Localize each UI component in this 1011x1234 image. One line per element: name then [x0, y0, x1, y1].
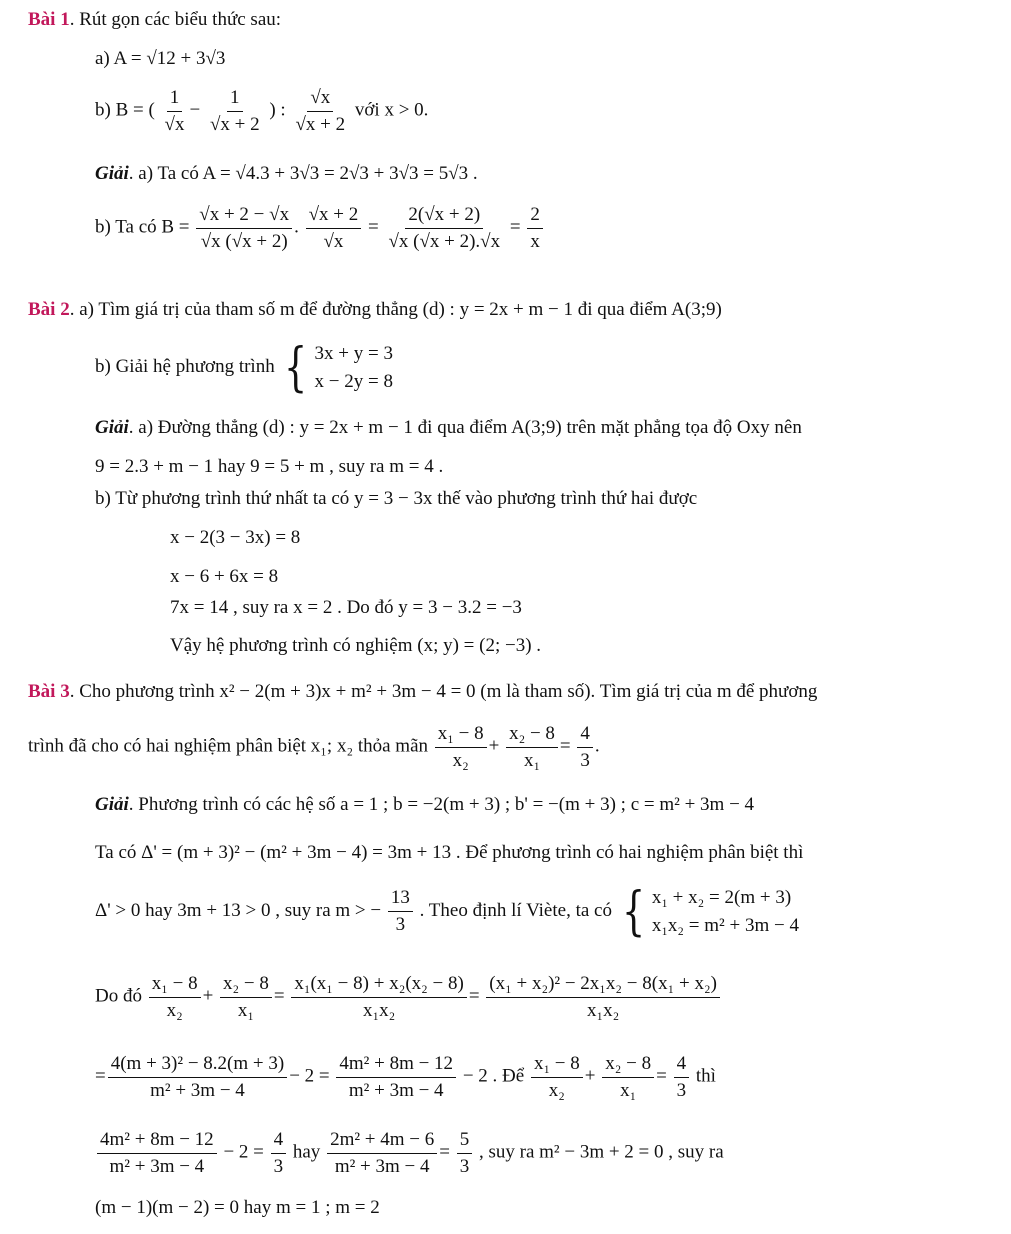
fraction: $\frac{4}{3}$ [271, 1128, 287, 1179]
bai3-question-2: trình đã cho có hai nghiệm phân biệt x₁; x₂ thỏa mãn $\frac{\text{x₁ − 8}}{\text{x₂}}$ + $\frac{\text{x₂ − 8}}{\text{x₁}}$ = $\frac{4}{3}$ . [28, 723, 600, 771]
bai3-solution-3: Δ' > 0 hay 3m + 13 > 0 , suy ra m > − $\frac{13}{3}$ . Theo định lí Viète, ta có { x₁ + x₂ = 2(m + 3) x₁x₂ = m² + 3m − 4 [95, 881, 799, 942]
bai3-solution-5: = $\frac{\text{4(m + 3)² − 8.2(m + 3)}}{\text{m² + 3m − 4}}$ − 2 = $\frac{\text{4m² + 8m − 12}}{\text{m² + 3m − 4}}$ − 2 . Để $\frac{\text{x₁ − 8}}{\text{x₂}}$ + $\frac{\text{x₂ − 8}}{\text{x₁}}$ = $\frac{4}{3}$ thì [95, 1053, 716, 1101]
fraction: $\frac{\text{x₁(x₁ − 8) + x₂(x₂ − 8)}}{\text{x₁x₂}}$ [291, 972, 466, 1023]
viete-system: { x₁ + x₂ = 2(m + 3) x₁x₂ = m² + 3m − 4 [621, 881, 799, 942]
fraction: $\frac{\text{(x₁ + x₂)² − 2x₁x₂ − 8(x₁ + x₂)}}{\text{x₁x₂}}$ [486, 972, 720, 1023]
fraction: $\frac{1}{√x}$ [164, 87, 185, 135]
fraction: $\frac{\text{2m² + 4m − 6}}{\text{m² + 3m − 4}}$ [327, 1128, 437, 1179]
bai2-solution-b2: x − 2(3 − 3x) = 8 [170, 527, 301, 548]
bai1-label: Bài 1 [28, 9, 70, 30]
bai3-conclusion: (m − 1)(m − 2) = 0 hay m = 1 ; m = 2 [95, 1197, 380, 1218]
fraction: $\frac{5}{3}$ [457, 1128, 473, 1179]
fraction: $\frac{\text{4m² + 8m − 12}}{\text{m² + 3m − 4}}$ [97, 1128, 217, 1179]
equation-system: { 3x + y = 3 x − 2y = 8 [284, 337, 393, 398]
fraction: $\frac{\text{x₂ − 8}}{\text{x₁}}$ [506, 722, 558, 773]
fraction: $\frac{√x}{√x + 2}$ [295, 87, 346, 135]
bai3-question-1: Bài 3. Cho phương trình x² − 2(m + 3)x + m² + 3m − 4 = 0 (m là tham số). Tìm giá trị của m để phương [28, 681, 818, 702]
bai2-label: Bài 2 [28, 299, 70, 320]
fraction: $\frac{2(√x + 2)}{√x (√x + 2).√x}$ [388, 204, 501, 252]
bai2-solution-b3: x − 6 + 6x = 8 [170, 566, 279, 587]
bai1-part-a: a) A = √12 + 3√3 [95, 48, 226, 69]
bai2-solution-b1: b) Từ phương trình thứ nhất ta có y = 3 − 3x thế vào phương trình thứ hai được [95, 488, 698, 509]
bai1-title: Bài 1. Rút gọn các biểu thức sau: [28, 9, 282, 30]
fraction: $\frac{4}{3}$ [577, 722, 593, 773]
bai3-solution-6: $\frac{\text{4m² + 8m − 12}}{\text{m² + 3m − 4}}$ − 2 = $\frac{4}{3}$ hay $\frac{\text{2m² + 4m − 6}}{\text{m² + 3m − 4}}$ = $\frac{5}{3}$ , suy ra m² − 3m + 2 = 0 , suy ra [95, 1128, 724, 1179]
fraction: $\frac{13}{3}$ [388, 886, 413, 937]
fraction: $\frac{\text{4(m + 3)² − 8.2(m + 3)}}{\text{m² + 3m − 4}}$ [108, 1052, 287, 1103]
bai2-part-a: Bài 2. a) Tìm giá trị của tham số m để đường thẳng (d) : y = 2x + m − 1 đi qua điểm A(3;9) [28, 299, 722, 320]
fraction: $\frac{\text{x₂ − 8}}{\text{x₁}}$ [220, 972, 272, 1023]
bai1-solution-b: b) Ta có B = $\frac{√x + 2 - √x}{√x (√x + 2)}$ . $\frac{√x + 2}{√x}$ = $\frac{2(√x + 2)}{√x (√x + 2).√x}$ = $\frac{2}{x}$ [95, 203, 545, 254]
fraction: $\frac{√x + 2 - √x}{√x (√x + 2)}$ [196, 203, 292, 254]
bai3-solution-2: Ta có Δ' = (m + 3)² − (m² + 3m − 4) = 3m + 13 . Để phương trình có hai nghiệm phân biệt thì [95, 842, 804, 863]
fraction: $\frac{2}{x}$ [527, 203, 543, 254]
bai3-solution-1: Giải. Phương trình có các hệ số a = 1 ; b = −2(m + 3) ; b' = −(m + 3) ; c = m² + 3m − 4 [95, 794, 755, 815]
bai3-label: Bài 3 [28, 681, 70, 702]
fraction: $\frac{\text{x₁ − 8}}{\text{x₂}}$ [435, 722, 487, 773]
fraction: $\frac{\text{4m² + 8m − 12}}{\text{m² + 3m − 4}}$ [336, 1052, 456, 1103]
bai1-part-b: b) B = ( $\frac{1}{√x}$ − $\frac{1}{√x + 2}$ ) : $\frac{√x}{√x + 2}$ với x > 0. [95, 87, 429, 135]
bai2-part-b: b) Giải hệ phương trình { 3x + y = 3 x − 2y = 8 [95, 337, 393, 398]
fraction: $\frac{\text{x₁ − 8}}{\text{x₂}}$ [149, 972, 201, 1023]
fraction: $\frac{1}{√x + 2}$ [209, 87, 260, 135]
fraction: $\frac{\text{x₁ − 8}}{\text{x₂}}$ [531, 1052, 583, 1103]
bai2-conclusion: Vậy hệ phương trình có nghiệm (x; y) = (2; −3) . [170, 635, 542, 656]
bai3-solution-4: Do đó $\frac{\text{x₁ − 8}}{\text{x₂}}$ + $\frac{\text{x₂ − 8}}{\text{x₁}}$ = $\frac{\text{x₁(x₁ − 8) + x₂(x₂ − 8)}}{\text{x₁x₂}}$ = $\frac{\text{(x₁ + x₂)² − 2x₁x₂ − 8(x₁ + x₂)}}{\text{x₁x₂}}$ [95, 972, 722, 1023]
bai2-solution-b4: 7x = 14 , suy ra x = 2 . Do đó y = 3 − 3.2 = −3 [170, 597, 522, 618]
fraction: $\frac{4}{3}$ [674, 1052, 690, 1103]
bai1-solution-a: Giải. a) Ta có A = √4.3 + 3√3 = 2√3 + 3√3 = 5√3 . [95, 163, 478, 184]
bai2-solution-a2: 9 = 2.3 + m − 1 hay 9 = 5 + m , suy ra m = 4 . [95, 456, 444, 477]
fraction: $\frac{√x + 2}{√x}$ [306, 203, 362, 254]
bai2-solution-a1: Giải. a) Đường thẳng (d) : y = 2x + m − 1 đi qua điểm A(3;9) trên mặt phẳng tọa độ Oxy nên [95, 417, 802, 438]
fraction: $\frac{\text{x₂ − 8}}{\text{x₁}}$ [602, 1052, 654, 1103]
